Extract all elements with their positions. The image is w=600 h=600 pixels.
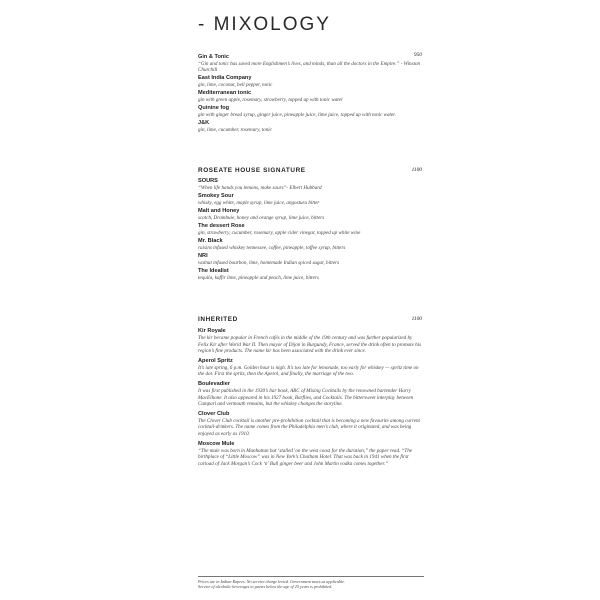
menu-item	[198, 238, 422, 252]
item-description: “Gin and tonic has saved more Englishmen’s lives, and minds, than all the doctors in the Empire.” - Winston Churchill	[198, 60, 421, 74]
menu-item	[198, 208, 422, 222]
menu-item	[198, 90, 422, 104]
item-name: East India Company	[198, 75, 252, 82]
item-description: scotch, Drambuie, honey and orange syrup, lime juice, bitters	[198, 214, 325, 221]
section-inherited	[198, 316, 422, 467]
item-description: The kir became popular in French cafés in the middle of the 19th century and was further popularized by Felix Kir after World War II. Then mayor of Dijon in Burgundy, France, served the drink often to promote his region’s fine products. The name kir has been associated with the drink ever since.	[198, 335, 422, 355]
item-description: gin with ginger bread syrup, ginger juice, pineapple juice, lime juice, topped up with tonic water.	[198, 112, 396, 119]
menu-item	[198, 328, 422, 355]
item-name: Smokey Sour	[198, 192, 234, 199]
item-name: The Idealist	[198, 268, 229, 275]
menu-item	[198, 223, 422, 237]
menu-item	[198, 253, 422, 267]
footer-line-prices: Prices are in Indian Rupees. No service charge levied. Government taxes as applicable.	[198, 579, 346, 584]
item-description: It’s late spring, 6 p.m. Golden hour is nigh. It’s too late for lemonade, too early for whiskey — spritz time on the dot. First the spritz, then the Aperol, and finally, the marriage of the two.	[198, 364, 419, 378]
menu-item	[198, 268, 422, 282]
item-description: It was first published in the 1930’s bar book, ABC of Mixing Cocktails by the renowned bartender Harry MacElhone. It also appeared in his 1927 book, Barflies, and Cocktails. The bittersweet interplay between Campari and vermouth remains, but the whiskey changes the storyline.	[198, 387, 414, 408]
item-description: “The mule was born in Manhattan but ‘stalled’ on the west coast for the duration,” the paper read. “The birthplace of “Little Moscow” was in New York’s Chatham Hotel. That was back in 1941 when the first carload of Jack Morgan’s Cock ‘n’ Bull ginger beer and John Martin vodka comes together.”	[198, 447, 413, 467]
section-header	[198, 167, 422, 176]
item-description: gin, strawberry, cucumber, rosemary, apple cider vinegar, topped up white wine	[198, 229, 361, 236]
menu-item	[198, 120, 422, 134]
footer-divider	[198, 576, 424, 577]
menu-item	[198, 75, 422, 89]
item-name: Kir Royale	[198, 328, 226, 334]
menu-item	[198, 178, 422, 192]
item-description: raisins infused whiskey tennessee, coffee, pineapple, toffee syrup, bitters	[198, 244, 346, 251]
section-price: 950	[413, 52, 422, 58]
item-description: The Clover Club cocktail is another pre-prohibition cocktail that is becoming a new favourite among current cocktail-drinkers. The name comes from the Philadelphia men’s club, where it originated, and was being enjoyed as early as 1910.	[198, 417, 420, 437]
section-heading: ROSEATE HOUSE SIGNATURE	[198, 167, 306, 174]
item-name: Moscow Mule	[198, 440, 235, 447]
menu-item	[198, 54, 422, 74]
menu-item	[198, 358, 422, 378]
item-name: SOURS	[198, 177, 218, 184]
item-description: gin, lime, coconut, bell pepper, tonic	[198, 82, 273, 89]
menu-item	[198, 105, 422, 119]
menu-item	[198, 381, 422, 408]
item-description: gin with green apple, rosemary, strawberry, topped up with tonic water	[198, 97, 343, 104]
item-name: Quinine fog	[198, 105, 230, 112]
menu-item	[198, 411, 422, 438]
section-header	[198, 316, 422, 325]
item-name: Mediterranean tonic	[198, 90, 252, 97]
item-name: Clover Club	[198, 410, 230, 417]
section-roseate-house-signature	[198, 167, 422, 282]
item-name: Malt and Honey	[198, 207, 240, 214]
section-heading: INHERITED	[198, 316, 238, 323]
section-gin-tonic	[198, 52, 422, 134]
menu-item	[198, 441, 422, 468]
item-name: NRI	[198, 252, 208, 259]
footer-line-age: Service of alcoholic beverages to guests below the age of 25 years is prohibited.	[198, 584, 333, 590]
section-price: 1100	[411, 167, 422, 173]
item-name: Mr. Black	[198, 237, 223, 244]
item-description: whisky, egg white, maple syrup, lime juice, angostura bitter	[198, 199, 320, 206]
item-name: J&K	[198, 120, 210, 127]
item-name: Gin & Tonic	[198, 53, 229, 60]
menu-page	[198, 0, 426, 600]
footer-notes	[198, 579, 426, 590]
item-description: tequila, kaffir lime, pineapple and peach, lime juice, bitters	[198, 275, 319, 282]
menu-item	[198, 193, 422, 207]
item-name: Boulevadier	[198, 380, 231, 387]
item-name: Aperol Spritz	[198, 357, 233, 364]
item-description: gin, lime, cucumber, rosemary, tonic	[198, 127, 272, 134]
section-price: 1100	[411, 316, 422, 322]
item-description: “When life hands you lemons, make sours”- Elbert Hubbard	[198, 184, 322, 191]
item-name: The dessert Rose	[198, 222, 245, 229]
page-title: - MIXOLOGY	[198, 14, 331, 35]
item-description: walnut infused bourbon, lime, homemade Indian spiced sugar, bitters	[198, 259, 340, 266]
